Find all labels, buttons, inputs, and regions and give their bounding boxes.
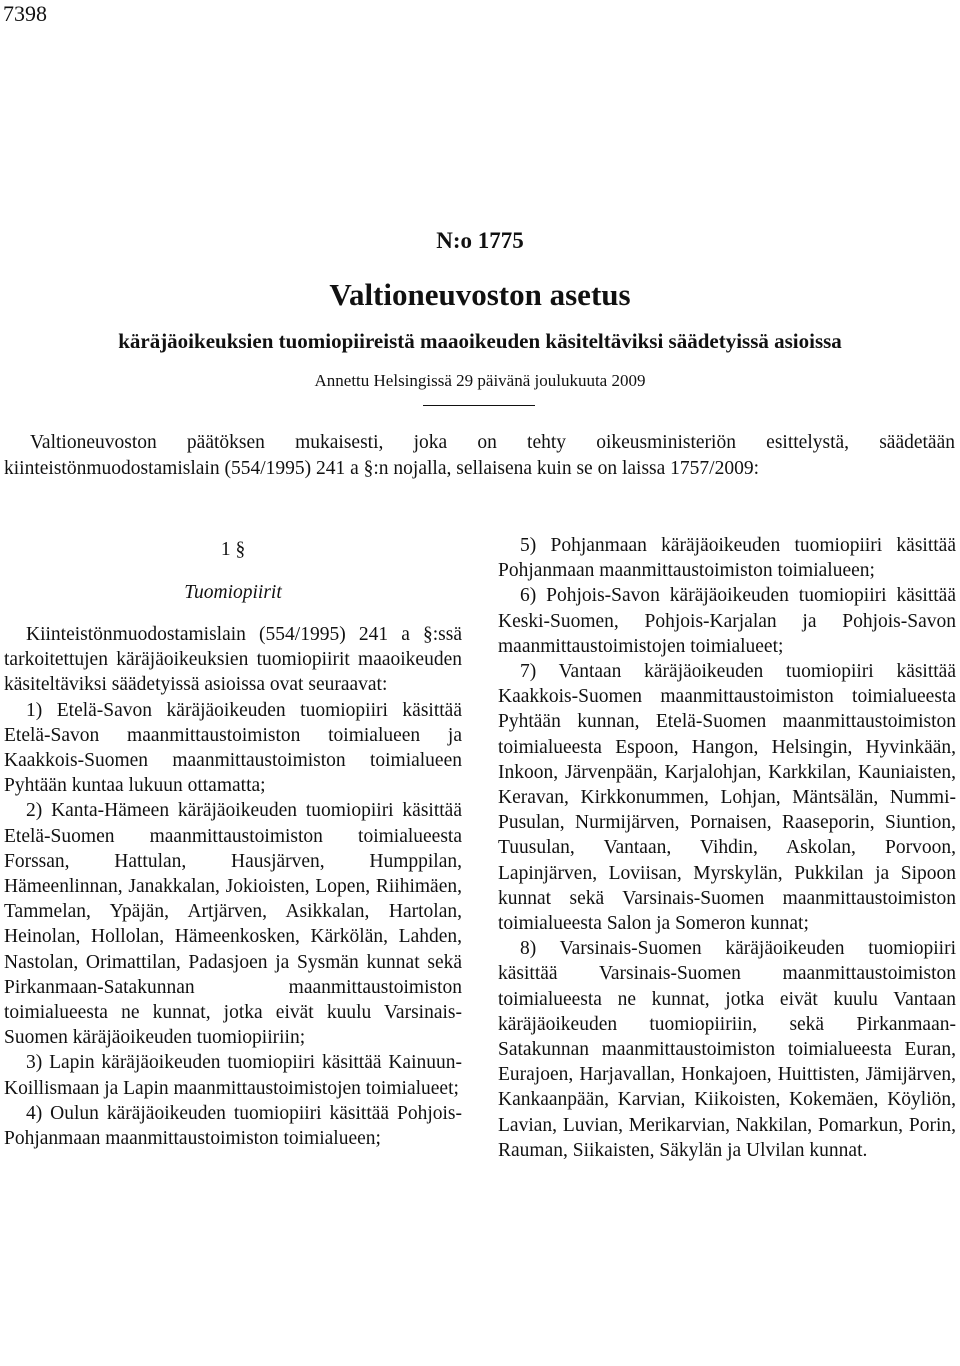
page-number: 7398 [3,1,47,26]
list-item: 4) Oulun käräjäoikeuden tuomiopiiri käsittää Pohjois-Pohjanmaan maanmittaustoimiston toimialueen; [4,1102,462,1150]
document-title: Valtioneuvoston asetus [329,277,631,312]
section-number: 1 § [220,539,246,560]
list-item: 1) Etelä-Savon käräjäoikeuden tuomiopiiri käsittää Etelä-Savon maanmittaustoimiston toimialueen ja Kaakkois-Suomen maanmittaustoimiston toimialueen Pyhtään kuntaa lukuun ottamatta; [4,699,462,797]
preamble-paragraph: Valtioneuvoston päätöksen mukaisesti, joka on tehty oikeusministeriön esittelystä, säädetään kiinteistönmuodostamislain (554/1995) 241 a §:n nojalla, sellaisena kuin se on laissa 1757/2009: [4,432,955,479]
list-item: 2) Kanta-Hämeen käräjäoikeuden tuomiopiiri käsittää Etelä-Suomen maanmittaustoimiston toimialueesta Forssan, Hattulan, Hausjärven, Humppilan, Hämeenlinnan, Janakkalan, Jokioisten, Lopen, Riihimäen, Tammelan, Ypäjän, Artjärven, Asikkalan, Hartolan, Heinolan, Hollolan, Hämeenkosken, Kärkölän, Lahden, Nastolan, Orimattilan, Padasjoen ja Sysmän kunnat sekä Pirkanmaan-Satakunnan maanmittaustoimiston toimialueesta ne kunnat, jotka eivät kuulu Varsinais-Suomen käräjäoikeuden tuomiopiiriin; [4,800,462,1049]
left-column [4,533,462,1151]
list-item: 8) Varsinais-Suomen käräjäoikeuden tuomiopiiri käsittää Varsinais-Suomen maanmittaustoimiston toimialueesta ne kunnat, jotka eivät kuulu Vantaan käräjäoikeuden tuomiopiiriin, sekä Pirkanmaan-Satakunnan maanmittaustoimiston toimialueesta Euran, Eurajoen, Harjavallan, Honkajoen, Huittisten, Jämijärven, Kankaanpään, Karvian, Kiikoisten, Kokemäen, Köyliön, Lavian, Luvian, Merikarvian, Nakkilan, Pomarkun, Porin, Rauman, Siikaisten, Säkylän ja Ulvilan kunnat. [498,938,956,1161]
statute-number: N:o 1775 [436,228,524,253]
section-intro: Kiinteistönmuodostamislain (554/1995) 241 a §:ssä tarkoitettujen käräjäoikeuksien tuomiopiirit maaoikeuden käsiteltäviksi säädetyissä asioissa ovat seuraavat: [4,624,462,696]
list-item: 6) Pohjois-Savon käräjäoikeuden tuomiopiiri käsittää Keski-Suomen, Pohjois-Karjalan ja Pohjois-Savon maanmittaustoimistojen toimialueet; [498,585,956,657]
right-column [498,533,956,1163]
section-heading: Tuomiopiirit [184,582,282,603]
issue-date: Annettu Helsingissä 29 päivänä joulukuuta 2009 [314,371,646,390]
divider-rule [423,405,535,406]
document-subtitle: käräjäoikeuksien tuomiopiireistä maaoikeuden käsiteltäviksi säädetyissä asioissa [118,329,842,353]
list-item: 3) Lapin käräjäoikeuden tuomiopiiri käsittää Kainuun-Koillismaan ja Lapin maanmittaustoimistojen toimialueet; [4,1052,462,1099]
list-item: 7) Vantaan käräjäoikeuden tuomiopiiri käsittää Kaakkois-Suomen maanmittaustoimiston toimialueesta Pyhtään kunnan, Etelä-Suomen maanmittaustoimiston toimialueesta Espoon, Hangon, Helsingin, Hyvinkään, Inkoon, Järvenpään, Karjalohjan, Karkkilan, Kauniaisten, Keravan, Kirkkonummen, Lohjan, Mäntsälän, Nummi-Pusulan, Nurmijärven, Pornaisen, Raaseporin, Siuntion, Tuusulan, Vantaan, Vihdin, Askolan, Porvoon, Lapinjärven, Loviisan, Myrskylän, Pukkilan ja Sipoon kunnat sekä Varsinais-Suomen maanmittaustoimiston toimialueesta Salon ja Someron kunnat; [498,661,956,935]
list-item: 5) Pohjanmaan käräjäoikeuden tuomiopiiri käsittää Pohjanmaan maanmittaustoimiston toimialueen; [498,535,956,582]
